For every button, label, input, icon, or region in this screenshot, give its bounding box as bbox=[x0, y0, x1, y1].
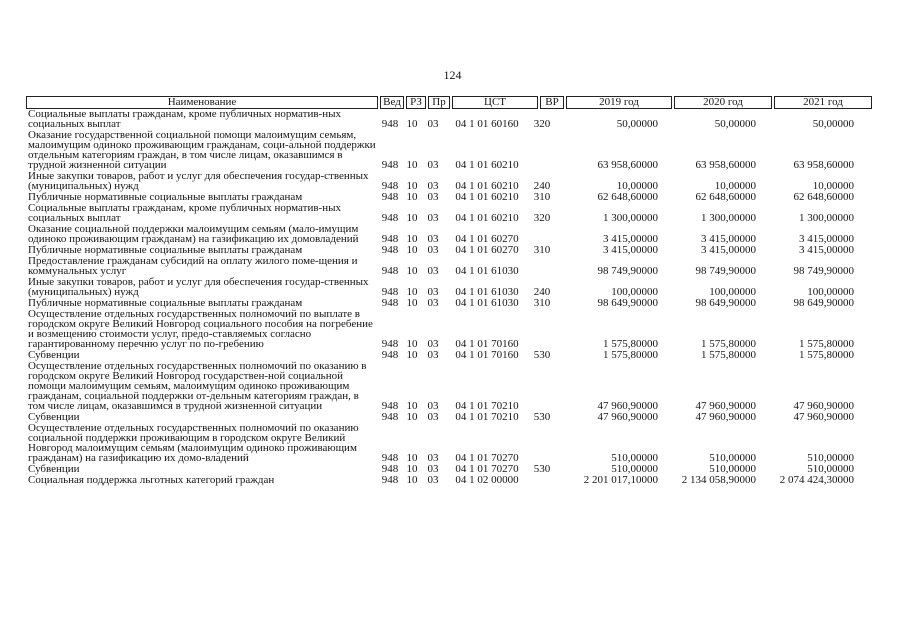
header-ved: Вед bbox=[380, 96, 404, 109]
cell-ved: 948 bbox=[381, 191, 399, 203]
cell-y2021: 510,00000 bbox=[807, 463, 854, 475]
cell-y2020: 47 960,90000 bbox=[695, 400, 756, 412]
cell-cst: 04 1 01 70160 bbox=[455, 349, 519, 361]
cell-name: Социальные выплаты гражданам, кроме публичных норматив-ных социальных выплат bbox=[28, 202, 341, 224]
cell-vr: 240 bbox=[533, 286, 551, 298]
cell-y2021: 3 415,00000 bbox=[799, 244, 854, 256]
cell-ved: 948 bbox=[381, 349, 399, 361]
table-row bbox=[26, 171, 882, 191]
cell-y2019: 1 300,00000 bbox=[603, 212, 658, 224]
table-row bbox=[26, 203, 882, 223]
cell-pr: 03 bbox=[427, 452, 439, 464]
cell-rz: 10 bbox=[406, 452, 418, 464]
cell-pr: 03 bbox=[427, 463, 439, 475]
header-2020: 2020 год bbox=[674, 96, 772, 109]
cell-cst: 04 1 01 60160 bbox=[455, 118, 519, 130]
cell-vr: 240 bbox=[533, 180, 551, 192]
cell-vr: 310 bbox=[533, 244, 551, 256]
table-body bbox=[26, 109, 882, 485]
cell-y2021: 62 648,60000 bbox=[793, 191, 854, 203]
cell-ved: 948 bbox=[381, 212, 399, 224]
cell-y2020: 100,00000 bbox=[709, 286, 756, 298]
cell-cst: 04 1 01 70210 bbox=[455, 400, 519, 412]
cell-y2021: 2 074 424,30000 bbox=[779, 474, 854, 486]
table-row bbox=[26, 245, 882, 255]
cell-y2021: 3 415,00000 bbox=[799, 233, 854, 245]
cell-cst: 04 1 01 60210 bbox=[455, 180, 519, 192]
table-row bbox=[26, 475, 882, 485]
cell-y2019: 3 415,00000 bbox=[603, 233, 658, 245]
cell-y2021: 63 958,60000 bbox=[793, 159, 854, 171]
cell-y2019: 63 958,60000 bbox=[597, 159, 658, 171]
cell-ved: 948 bbox=[381, 118, 399, 130]
cell-rz: 10 bbox=[406, 233, 418, 245]
table-row bbox=[26, 109, 882, 129]
cell-name: Социальные выплаты гражданам, кроме публичных норматив-ных социальных выплат bbox=[28, 108, 341, 130]
cell-y2021: 47 960,90000 bbox=[793, 411, 854, 423]
header-name: Наименование bbox=[26, 96, 378, 109]
cell-pr: 03 bbox=[427, 400, 439, 412]
cell-cst: 04 1 02 00000 bbox=[455, 474, 519, 486]
cell-ved: 948 bbox=[381, 474, 399, 486]
table-row bbox=[26, 464, 882, 474]
table-row bbox=[26, 350, 882, 360]
cell-ved: 948 bbox=[381, 244, 399, 256]
cell-y2019: 1 575,80000 bbox=[603, 349, 658, 361]
cell-ved: 948 bbox=[381, 233, 399, 245]
cell-rz: 10 bbox=[406, 400, 418, 412]
cell-pr: 03 bbox=[427, 338, 439, 350]
cell-pr: 03 bbox=[427, 411, 439, 423]
cell-rz: 10 bbox=[406, 180, 418, 192]
cell-y2021: 100,00000 bbox=[807, 286, 854, 298]
cell-ved: 948 bbox=[381, 400, 399, 412]
cell-y2019: 62 648,60000 bbox=[597, 191, 658, 203]
cell-pr: 03 bbox=[427, 118, 439, 130]
cell-name: Осуществление отдельных государственных полномочий по оказанию в городском округе Великий Новгород государствен-ной социальной помощи малоимущим семьям, малоимущим одиноко проживающим гражданам, социальной поддержки от-дельным категориям граждан, в том числе лицам, оказавшимся в трудной жизненной ситуации bbox=[28, 360, 367, 412]
header-vr: ВР bbox=[540, 96, 564, 109]
header-cst: ЦСТ bbox=[452, 96, 538, 109]
cell-rz: 10 bbox=[406, 265, 418, 277]
cell-y2020: 98 749,90000 bbox=[695, 265, 756, 277]
cell-cst: 04 1 01 70270 bbox=[455, 452, 519, 464]
table-row bbox=[26, 412, 882, 422]
cell-vr: 530 bbox=[533, 349, 551, 361]
cell-y2020: 98 649,90000 bbox=[695, 297, 756, 309]
cell-cst: 04 1 01 70270 bbox=[455, 463, 519, 475]
cell-y2019: 3 415,00000 bbox=[603, 244, 658, 256]
cell-rz: 10 bbox=[406, 338, 418, 350]
cell-cst: 04 1 01 70160 bbox=[455, 338, 519, 350]
cell-y2021: 1 575,80000 bbox=[799, 349, 854, 361]
cell-vr: 320 bbox=[533, 212, 551, 224]
cell-cst: 04 1 01 61030 bbox=[455, 286, 519, 298]
cell-ved: 948 bbox=[381, 463, 399, 475]
cell-cst: 04 1 01 70210 bbox=[455, 411, 519, 423]
cell-y2019: 510,00000 bbox=[611, 452, 658, 464]
cell-vr: 320 bbox=[533, 118, 551, 130]
cell-y2020: 3 415,00000 bbox=[701, 233, 756, 245]
cell-name: Осуществление отдельных государственных полномочий по оказанию социальной поддержки проживающим в городском округе Великий Новгород малоимущим семьям (малоимущим одиноко проживающим гражданам) на газификацию их домо-владений bbox=[28, 422, 359, 464]
cell-rz: 10 bbox=[406, 474, 418, 486]
budget-table bbox=[26, 96, 882, 486]
cell-rz: 10 bbox=[406, 212, 418, 224]
cell-y2021: 50,00000 bbox=[812, 118, 854, 130]
cell-y2020: 510,00000 bbox=[709, 452, 756, 464]
cell-ved: 948 bbox=[381, 411, 399, 423]
header-rz: РЗ bbox=[406, 96, 426, 109]
cell-rz: 10 bbox=[406, 286, 418, 298]
table-row bbox=[26, 361, 882, 411]
cell-cst: 04 1 01 60210 bbox=[455, 159, 519, 171]
table-row bbox=[26, 423, 882, 463]
cell-name: Оказание социальной поддержки малоимущим семьям (мало-имущим одиноко проживающим гражданам) на газификацию их домовладений bbox=[28, 223, 359, 245]
cell-vr: 530 bbox=[533, 463, 551, 475]
cell-ved: 948 bbox=[381, 338, 399, 350]
cell-pr: 03 bbox=[427, 349, 439, 361]
cell-cst: 04 1 01 61030 bbox=[455, 297, 519, 309]
cell-pr: 03 bbox=[427, 244, 439, 256]
cell-y2019: 100,00000 bbox=[611, 286, 658, 298]
cell-y2020: 10,00000 bbox=[714, 180, 756, 192]
cell-y2019: 98 649,90000 bbox=[597, 297, 658, 309]
cell-ved: 948 bbox=[381, 159, 399, 171]
cell-pr: 03 bbox=[427, 191, 439, 203]
table-row bbox=[26, 130, 882, 170]
cell-y2021: 510,00000 bbox=[807, 452, 854, 464]
cell-ved: 948 bbox=[381, 286, 399, 298]
page-number: 124 bbox=[443, 68, 462, 82]
cell-y2021: 1 300,00000 bbox=[799, 212, 854, 224]
cell-y2021: 10,00000 bbox=[812, 180, 854, 192]
cell-rz: 10 bbox=[406, 411, 418, 423]
cell-y2020: 47 960,90000 bbox=[695, 411, 756, 423]
table-row bbox=[26, 224, 882, 244]
cell-rz: 10 bbox=[406, 349, 418, 361]
cell-y2019: 1 575,80000 bbox=[603, 338, 658, 350]
cell-y2019: 50,00000 bbox=[616, 118, 658, 130]
cell-y2021: 47 960,90000 bbox=[793, 400, 854, 412]
cell-name: Публичные нормативные социальные выплаты гражданам bbox=[28, 191, 303, 203]
cell-y2020: 2 134 058,90000 bbox=[681, 474, 756, 486]
cell-y2020: 50,00000 bbox=[714, 118, 756, 130]
cell-y2020: 510,00000 bbox=[709, 463, 756, 475]
cell-y2019: 10,00000 bbox=[616, 180, 658, 192]
cell-ved: 948 bbox=[381, 452, 399, 464]
cell-y2019: 98 749,90000 bbox=[597, 265, 658, 277]
cell-pr: 03 bbox=[427, 286, 439, 298]
cell-pr: 03 bbox=[427, 159, 439, 171]
cell-name: Иные закупки товаров, работ и услуг для обеспечения государ-ственных (муниципальных) нужд bbox=[28, 170, 369, 192]
cell-y2020: 1 575,80000 bbox=[701, 338, 756, 350]
cell-y2020: 62 648,60000 bbox=[695, 191, 756, 203]
cell-rz: 10 bbox=[406, 297, 418, 309]
cell-ved: 948 bbox=[381, 180, 399, 192]
cell-rz: 10 bbox=[406, 159, 418, 171]
cell-cst: 04 1 01 61030 bbox=[455, 265, 519, 277]
cell-pr: 03 bbox=[427, 297, 439, 309]
cell-rz: 10 bbox=[406, 244, 418, 256]
cell-rz: 10 bbox=[406, 118, 418, 130]
cell-pr: 03 bbox=[427, 233, 439, 245]
cell-y2020: 63 958,60000 bbox=[695, 159, 756, 171]
cell-y2021: 1 575,80000 bbox=[799, 338, 854, 350]
cell-name: Субвенции bbox=[28, 411, 80, 423]
cell-y2019: 2 201 017,10000 bbox=[583, 474, 658, 486]
cell-cst: 04 1 01 60270 bbox=[455, 233, 519, 245]
cell-rz: 10 bbox=[406, 463, 418, 475]
cell-ved: 948 bbox=[381, 265, 399, 277]
cell-pr: 03 bbox=[427, 265, 439, 277]
cell-name: Осуществление отдельных государственных полномочий по выплате в городском округе Великий Новгород социального пособия на погребение и возмещению стоимости услуг, предо-ставляемых согласно гарантированному перечню услуг по по-гребению bbox=[28, 308, 373, 350]
table-row bbox=[26, 192, 882, 202]
cell-y2020: 1 575,80000 bbox=[701, 349, 756, 361]
cell-name: Публичные нормативные социальные выплаты гражданам bbox=[28, 297, 303, 309]
cell-vr: 310 bbox=[533, 191, 551, 203]
header-2021: 2021 год bbox=[774, 96, 872, 109]
cell-y2019: 47 960,90000 bbox=[597, 400, 658, 412]
cell-y2019: 510,00000 bbox=[611, 463, 658, 475]
table-row bbox=[26, 277, 882, 297]
cell-name: Социальная поддержка льготных категорий граждан bbox=[28, 474, 275, 486]
table-row bbox=[26, 298, 882, 308]
cell-y2019: 47 960,90000 bbox=[597, 411, 658, 423]
header-pr: Пр bbox=[428, 96, 450, 109]
cell-y2020: 1 300,00000 bbox=[701, 212, 756, 224]
cell-name: Иные закупки товаров, работ и услуг для обеспечения государ-ственных (муниципальных) нужд bbox=[28, 276, 369, 298]
cell-cst: 04 1 01 60210 bbox=[455, 191, 519, 203]
cell-pr: 03 bbox=[427, 212, 439, 224]
cell-y2021: 98 749,90000 bbox=[793, 265, 854, 277]
cell-name: Предоставление гражданам субсидий на оплату жилого поме-щения и коммунальных услуг bbox=[28, 255, 358, 277]
cell-y2020: 3 415,00000 bbox=[701, 244, 756, 256]
cell-vr: 530 bbox=[533, 411, 551, 423]
cell-rz: 10 bbox=[406, 191, 418, 203]
cell-name: Субвенции bbox=[28, 463, 80, 475]
table-row bbox=[26, 309, 882, 349]
cell-cst: 04 1 01 60270 bbox=[455, 244, 519, 256]
cell-ved: 948 bbox=[381, 297, 399, 309]
cell-y2021: 98 649,90000 bbox=[793, 297, 854, 309]
cell-name: Субвенции bbox=[28, 349, 80, 361]
cell-pr: 03 bbox=[427, 180, 439, 192]
cell-name: Публичные нормативные социальные выплаты гражданам bbox=[28, 244, 303, 256]
cell-cst: 04 1 01 60210 bbox=[455, 212, 519, 224]
header-2019: 2019 год bbox=[566, 96, 672, 109]
cell-name: Оказание государственной социальной помощи малоимущим семьям, малоимущим одиноко проживающим гражданам, соци-альной поддержки отдельным категориям граждан, в том числе лицам, оказавшимся в трудной жизненной ситуации bbox=[28, 129, 376, 171]
cell-vr: 310 bbox=[533, 297, 551, 309]
table-row bbox=[26, 256, 882, 276]
cell-pr: 03 bbox=[427, 474, 439, 486]
